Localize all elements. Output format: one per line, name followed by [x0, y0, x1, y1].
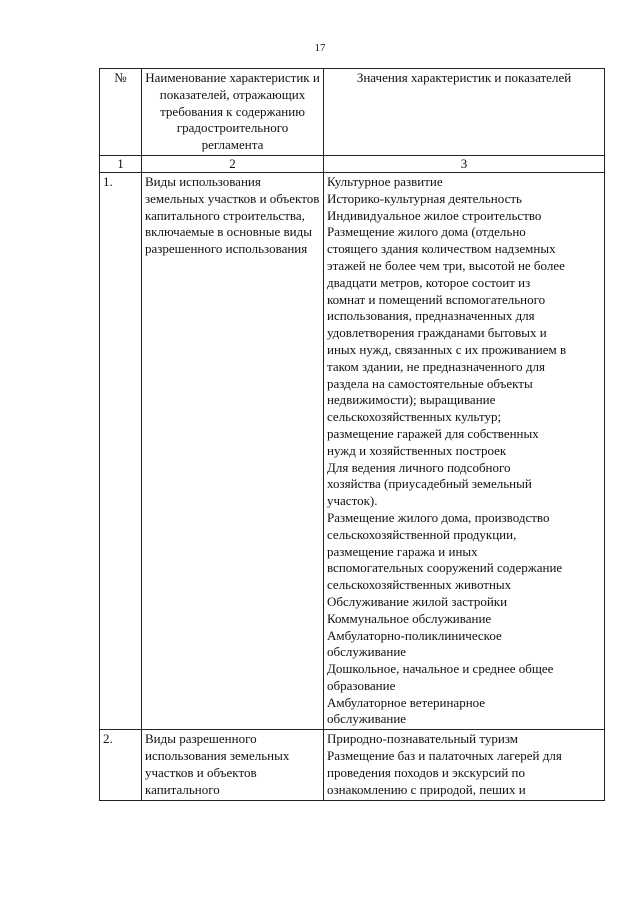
value-line: обслуживание	[327, 644, 407, 660]
column-number-2: 2	[142, 155, 324, 172]
value-line: удовлетворения гражданами бытовых и	[327, 325, 547, 341]
row-description: Виды разрешенного использования земельных участков и объектов капитального	[142, 730, 324, 801]
value-line: Амбулаторное ветеринарное	[327, 694, 486, 710]
value-line: Природно-познавательный туризм	[327, 731, 519, 747]
value-line: сельскохозяйственных животных	[327, 577, 512, 593]
value-line: Коммунальное обслуживание	[327, 610, 492, 626]
value-line: сельскохозяйственной продукции,	[327, 526, 517, 542]
row-values	[324, 172, 605, 729]
value-line: Амбулаторно-поликлиническое	[327, 627, 502, 643]
column-number-1: 1	[100, 155, 142, 172]
value-line: Размещение баз и палаточных лагерей для	[327, 748, 562, 764]
column-numbering-row	[100, 155, 605, 172]
value-line: Для ведения личного подсобного	[327, 459, 511, 475]
value-line: участок).	[327, 493, 378, 509]
value-line: комнат и помещений вспомогательного	[327, 291, 546, 307]
value-line: недвижимости); выращивание	[327, 392, 496, 408]
header-characteristic-name: Наименование характеристик и показателей, отражающих требования к содержанию градостроительного регламента	[142, 69, 324, 156]
table-header-row	[100, 69, 605, 156]
value-line: раздела на самостоятельные объекты	[327, 375, 533, 391]
row-number: 2.	[100, 730, 142, 801]
value-line: стоящего здания количеством надземных	[327, 241, 556, 257]
value-line: образование	[327, 677, 396, 693]
value-line: этажей не более чем три, высотой не более	[327, 257, 565, 273]
value-line: Индивидуальное жилое строительство	[327, 207, 542, 223]
value-line: размещение гаражей для собственных	[327, 425, 539, 441]
value-line: иных нужд, связанных с их проживанием в	[327, 341, 567, 357]
value-line: нужд и хозяйственных построек	[327, 442, 507, 458]
value-line: Историко-культурная деятельность	[327, 190, 522, 206]
value-line: хозяйства (приусадебный земельный	[327, 476, 532, 492]
value-line: Обслуживание жилой застройки	[327, 593, 508, 609]
value-line: двадцати метров, которое состоит из	[327, 274, 531, 290]
table-row	[100, 172, 605, 729]
page-number: 17	[314, 42, 326, 54]
table-row	[100, 730, 605, 801]
value-line: Размещение жилого дома (отдельно	[327, 224, 526, 240]
value-line: размещение гаража и иных	[327, 543, 478, 559]
row-number: 1.	[100, 172, 142, 729]
value-line: Размещение жилого дома, производство	[327, 509, 550, 525]
value-line: использования, предназначенных для	[327, 308, 535, 324]
header-values: Значения характеристик и показателей	[324, 69, 605, 156]
row-values	[324, 730, 605, 801]
value-line: обслуживание	[327, 711, 407, 727]
header-number: №	[100, 69, 142, 156]
regulation-table	[99, 68, 605, 801]
value-line: вспомогательных сооружений содержание	[327, 560, 563, 576]
value-line: Дошкольное, начальное и среднее общее	[327, 661, 554, 677]
value-line: Культурное развитие	[327, 173, 443, 189]
value-line: сельскохозяйственных культур;	[327, 409, 502, 425]
column-number-3: 3	[324, 155, 605, 172]
row-description: Виды использования земельных участков и объектов капитального строительства, включаемые в основные виды разрешенного использования	[142, 172, 324, 729]
value-line: проведения походов и экскурсий по	[327, 764, 525, 780]
value-line: ознакомлению с природой, пеших и	[327, 781, 526, 797]
value-line: таком здании, не предназначенного для	[327, 358, 545, 374]
